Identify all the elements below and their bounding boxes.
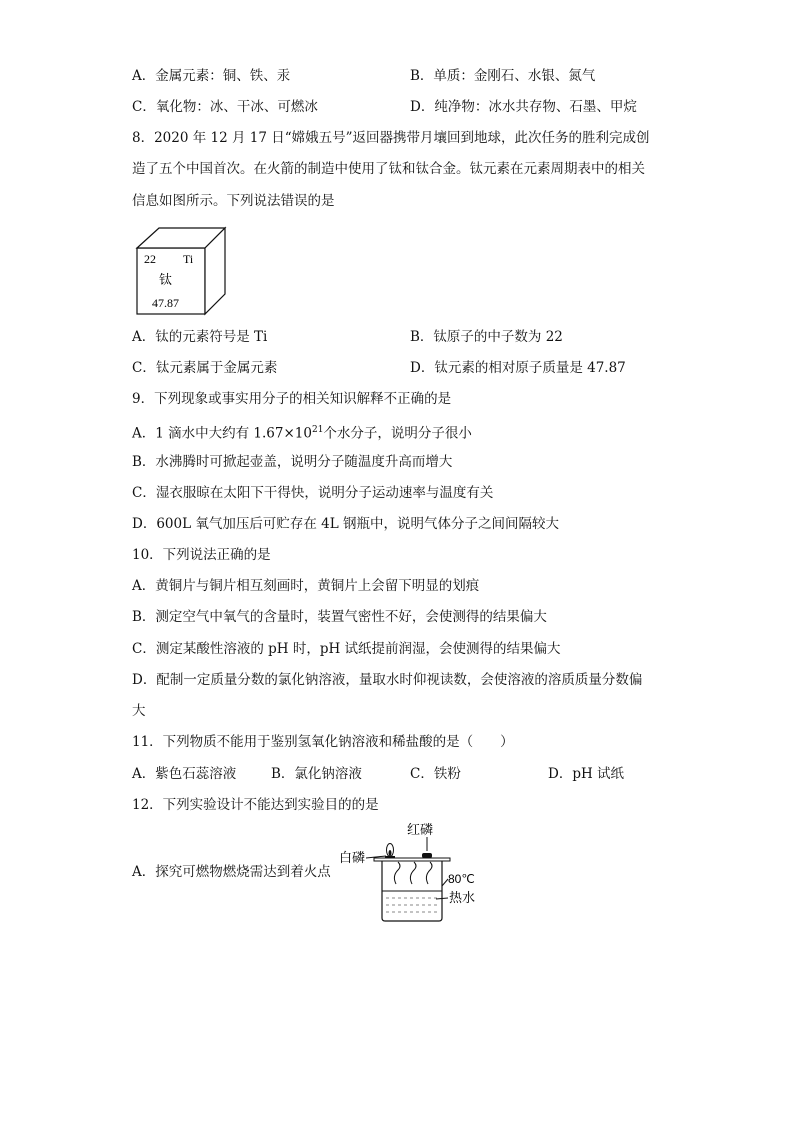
q10-option-d-line2: 大 bbox=[132, 703, 146, 719]
q11-stem: 11．下列物质不能用于鉴别氢氧化钠溶液和稀盐酸的是（ ） bbox=[132, 734, 514, 750]
q11-option-c: C．铁粉 bbox=[410, 766, 461, 782]
label-temperature: 80℃ bbox=[448, 872, 475, 886]
q9-stem: 9．下列现象或事实用分子的相关知识解释不正确的是 bbox=[132, 391, 452, 407]
q7-option-d: D．纯净物：冰水共存物、石墨、甲烷 bbox=[410, 99, 637, 115]
label-hot-water: 热水 bbox=[449, 891, 476, 906]
q8-option-d: D．钛元素的相对原子质量是 47.87 bbox=[410, 360, 626, 376]
q11-option-a: A．紫色石蕊溶液 bbox=[132, 766, 237, 782]
q10-option-d-line1: D．配制一定质量分数的氯化钠溶液，量取水时仰视读数，会使溶液的溶质质量分数偏 bbox=[132, 672, 643, 688]
element-atomic-mass: 47.87 bbox=[152, 296, 179, 310]
q7-option-b: B．单质：金刚石、水银、氮气 bbox=[410, 68, 596, 84]
q12-option-a: A．探究可燃物燃烧需达到着火点 bbox=[132, 864, 331, 880]
q7-option-a: A．金属元素：铜、铁、汞 bbox=[132, 68, 291, 84]
element-atomic-number: 22 bbox=[144, 252, 156, 266]
q9-option-b: B．水沸腾时可掀起壶盖，说明分子随温度升高而增大 bbox=[132, 454, 453, 470]
q7-option-c: C．氧化物：冰、干冰、可燃冰 bbox=[132, 99, 318, 115]
q8-option-b: B．钛原子的中子数为 22 bbox=[410, 329, 563, 345]
q10-option-b: B．测定空气中氧气的含量时，装置气密性不好，会使测得的结果偏大 bbox=[132, 609, 547, 625]
q8-stem-line3: 信息如图所示。下列说法错误的是 bbox=[132, 193, 335, 209]
phosphorus-combustion-figure bbox=[336, 820, 486, 925]
label-white-phosphorus: 白磷 bbox=[339, 851, 366, 866]
q8-stem-line2: 造了五个中国首次。在火箭的制造中使用了钛和钛合金。钛元素在元素周期表中的相关 bbox=[132, 161, 645, 177]
q9-option-a-pre: A．1 滴水中大约有 1.67×10 bbox=[132, 425, 312, 442]
q8-option-c: C．钛元素属于金属元素 bbox=[132, 360, 278, 376]
q12-stem: 12．下列实验设计不能达到实验目的的是 bbox=[132, 797, 379, 813]
q8-option-a: A．钛的元素符号是 Ti bbox=[132, 329, 268, 345]
q10-option-c: C．测定某酸性溶液的 pH 时，pH 试纸提前润湿，会使测得的结果偏大 bbox=[132, 641, 561, 657]
element-symbol: Ti bbox=[183, 252, 194, 266]
q11-option-d: D．pH 试纸 bbox=[548, 766, 625, 782]
q9-option-a-post: 个水分子，说明分子很小 bbox=[323, 425, 472, 442]
q9-option-a-exponent: 21 bbox=[311, 425, 324, 435]
q10-option-a: A．黄铜片与铜片相互刻画时，黄铜片上会留下明显的划痕 bbox=[132, 578, 480, 594]
q10-stem: 10．下列说法正确的是 bbox=[132, 547, 271, 563]
label-red-phosphorus: 红磷 bbox=[407, 823, 434, 838]
q9-option-c: C．湿衣服晾在太阳下干得快，说明分子运动速率与温度有关 bbox=[132, 485, 494, 501]
q9-option-d: D．600L 氧气加压后可贮存在 4L 钢瓶中，说明气体分子之间间隔较大 bbox=[132, 516, 559, 532]
q11-option-b: B．氯化钠溶液 bbox=[271, 766, 362, 782]
element-name: 钛 bbox=[159, 273, 173, 288]
q8-stem-line1: 8．2020 年 12 月 17 日“嫦娥五号”返回器携带月壤回到地球，此次任务的胜利完成创 bbox=[132, 130, 650, 146]
q9-option-a bbox=[132, 421, 472, 443]
titanium-element-card bbox=[132, 226, 228, 318]
